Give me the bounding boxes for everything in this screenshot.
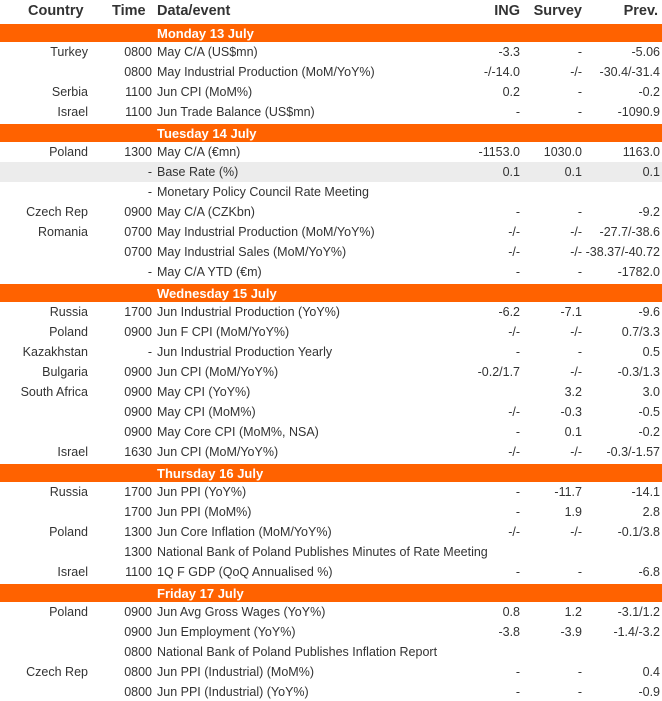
ing-cell: -/-14.0: [483, 65, 520, 79]
event-cell: May C/A (€mn): [157, 145, 241, 159]
prev-cell: -9.2: [638, 205, 660, 219]
country-cell: [0, 402, 88, 422]
ing-cell: -: [515, 265, 520, 279]
day-header: [0, 22, 662, 42]
prev-cell: -38.37/-40.72: [585, 245, 660, 259]
country-cell: Czech Rep: [26, 205, 88, 219]
ing-cell: -: [515, 345, 520, 359]
table-row: [0, 622, 662, 642]
time-cell: 1700: [124, 485, 152, 499]
country-cell: Bulgaria: [42, 365, 88, 379]
day-header: [0, 582, 662, 602]
event-cell: National Bank of Poland Publishes Inflation Report: [157, 645, 438, 659]
event-cell: May C/A (CZKbn): [157, 205, 255, 219]
header-country: Country: [28, 3, 84, 19]
table-row: [0, 662, 662, 682]
table-row: [0, 42, 662, 62]
country-cell: Poland: [49, 145, 88, 159]
country-cell: [0, 422, 88, 442]
prev-cell: -0.9: [638, 685, 660, 699]
event-cell: Jun Avg Gross Wages (YoY%): [157, 605, 326, 619]
country-cell: [0, 162, 88, 182]
time-cell: 1700: [124, 505, 152, 519]
event-cell: May C/A YTD (€m): [157, 265, 262, 279]
time-cell: -: [147, 185, 152, 199]
header-survey: Survey: [533, 3, 582, 19]
survey-cell: -/-: [570, 525, 582, 539]
table-row: [0, 422, 662, 442]
survey-cell: [523, 542, 582, 562]
event-cell: Jun Trade Balance (US$mn): [157, 105, 315, 119]
table-row: [0, 502, 662, 522]
prev-cell: [585, 642, 660, 662]
ing-cell: -: [515, 425, 520, 439]
prev-cell: -0.5: [638, 405, 660, 419]
survey-cell: 1.9: [564, 505, 582, 519]
time-cell: 1100: [125, 105, 152, 119]
survey-cell: [523, 642, 582, 662]
table-row: [0, 242, 662, 262]
event-cell: Jun Industrial Production (YoY%): [157, 305, 340, 319]
prev-cell: -1782.0: [617, 265, 660, 279]
survey-cell: -11.7: [554, 485, 582, 499]
ing-cell: -/-: [508, 405, 520, 419]
ing-cell: -: [515, 565, 520, 579]
prev-cell: 0.5: [642, 345, 660, 359]
country-cell: Czech Rep: [26, 665, 88, 679]
survey-cell: 1030.0: [543, 145, 582, 159]
survey-cell: -: [577, 345, 582, 359]
prev-cell: 2.8: [642, 505, 660, 519]
country-cell: Kazakhstan: [22, 345, 88, 359]
country-cell: [0, 62, 88, 82]
day-label: Monday 13 July: [157, 25, 254, 41]
ing-cell: 0.1: [502, 165, 520, 179]
time-cell: 0900: [124, 425, 152, 439]
ing-cell: -3.3: [498, 45, 520, 59]
country-cell: [0, 642, 88, 662]
time-cell: 1630: [124, 445, 152, 459]
event-cell: 1Q F GDP (QoQ Annualised %): [157, 565, 333, 579]
table-row: [0, 382, 662, 402]
survey-cell: -/-: [570, 65, 582, 79]
time-cell: 1300: [124, 145, 152, 159]
survey-cell: 1.2: [564, 605, 582, 619]
survey-cell: -: [577, 45, 582, 59]
survey-cell: -: [577, 265, 582, 279]
table-row: [0, 302, 662, 322]
event-cell: Jun Industrial Production Yearly: [157, 345, 333, 359]
prev-cell: -3.1/1.2: [617, 605, 660, 619]
prev-cell: -1.4/-3.2: [613, 625, 660, 639]
ing-cell: 0.8: [502, 605, 520, 619]
ing-cell: -/-: [508, 245, 520, 259]
time-cell: 0700: [124, 225, 152, 239]
event-cell: Jun Employment (YoY%): [157, 625, 296, 639]
time-cell: 1300: [124, 545, 152, 559]
time-cell: 0900: [124, 365, 152, 379]
time-cell: -: [147, 165, 152, 179]
survey-cell: -/-: [570, 325, 582, 339]
time-cell: 0800: [124, 665, 152, 679]
ing-cell: -: [515, 485, 520, 499]
prev-cell: -27.7/-38.6: [599, 225, 660, 239]
prev-cell: 1163.0: [622, 145, 660, 159]
ing-cell: [430, 382, 520, 402]
ing-cell: -/-: [508, 445, 520, 459]
ing-cell: -: [515, 505, 520, 519]
day-header: [0, 282, 662, 302]
time-cell: 0900: [124, 625, 152, 639]
survey-cell: -/-: [570, 365, 582, 379]
table-row: [0, 342, 662, 362]
table-row: [0, 222, 662, 242]
ing-cell: -: [515, 665, 520, 679]
country-cell: [0, 502, 88, 522]
survey-cell: -3.9: [560, 625, 582, 639]
table-row: [0, 602, 662, 622]
country-cell: Romania: [37, 225, 88, 239]
country-cell: [0, 542, 88, 562]
country-cell: Poland: [49, 525, 88, 539]
survey-cell: -7.1: [560, 305, 582, 319]
survey-cell: -/-: [570, 225, 582, 239]
event-cell: Jun CPI (MoM/YoY%): [157, 365, 279, 379]
time-cell: 0800: [124, 45, 152, 59]
time-cell: 1700: [124, 305, 152, 319]
country-cell: Russia: [49, 485, 88, 499]
survey-cell: -: [577, 565, 582, 579]
event-cell: Jun Core Inflation (MoM/YoY%): [157, 525, 332, 539]
time-cell: 0900: [124, 325, 152, 339]
country-cell: Turkey: [50, 45, 88, 59]
time-cell: 0800: [124, 645, 152, 659]
country-cell: Israel: [57, 445, 88, 459]
time-cell: 0900: [124, 385, 152, 399]
table-row: [0, 202, 662, 222]
event-cell: May CPI (YoY%): [157, 385, 251, 399]
ing-cell: -6.2: [498, 305, 520, 319]
table-row: [0, 542, 662, 562]
survey-cell: -: [577, 665, 582, 679]
day-header: [0, 122, 662, 142]
day-label: Tuesday 14 July: [157, 125, 257, 141]
prev-cell: -1090.9: [617, 105, 660, 119]
day-label: Thursday 16 July: [157, 465, 264, 481]
event-cell: Jun F CPI (MoM/YoY%): [157, 325, 290, 339]
time-cell: 0700: [124, 245, 152, 259]
table-row: [0, 522, 662, 542]
prev-cell: 0.1: [642, 165, 660, 179]
country-cell: [0, 242, 88, 262]
prev-cell: 0.7/3.3: [621, 325, 660, 339]
ing-cell: -/-: [508, 525, 520, 539]
header-event: Data/event: [157, 3, 231, 19]
country-cell: [0, 182, 88, 202]
time-cell: 0800: [124, 685, 152, 699]
prev-cell: -9.6: [638, 305, 660, 319]
country-cell: [0, 682, 88, 701]
survey-cell: -: [577, 205, 582, 219]
event-cell: Monetary Policy Council Rate Meeting: [157, 185, 369, 199]
table-row: [0, 562, 662, 582]
day-header: [0, 462, 662, 482]
survey-cell: -: [577, 105, 582, 119]
time-cell: 1100: [125, 85, 152, 99]
day-label: Friday 17 July: [157, 585, 244, 601]
ing-cell: -0.2/1.7: [477, 365, 520, 379]
survey-cell: 3.2: [564, 385, 582, 399]
survey-cell: -: [577, 685, 582, 699]
prev-cell: -0.3/1.3: [617, 365, 660, 379]
prev-cell: -30.4/-31.4: [599, 65, 660, 79]
country-cell: [0, 622, 88, 642]
event-cell: Jun PPI (MoM%): [157, 505, 252, 519]
time-cell: -: [147, 265, 152, 279]
time-cell: 1100: [125, 565, 152, 579]
survey-cell: -/-: [570, 445, 582, 459]
country-cell: South Africa: [20, 385, 88, 399]
header-time: Time: [112, 3, 146, 19]
table-row: [0, 62, 662, 82]
event-cell: May C/A (US$mn): [157, 45, 258, 59]
event-cell: May CPI (MoM%): [157, 405, 256, 419]
survey-cell: -0.3: [560, 405, 582, 419]
country-cell: Poland: [49, 605, 88, 619]
table-row: [0, 142, 662, 162]
header-ing: ING: [494, 3, 520, 19]
survey-cell: -/-: [570, 245, 582, 259]
ing-cell: -1153.0: [478, 145, 520, 159]
prev-cell: 0.4: [642, 665, 660, 679]
prev-cell: -0.2: [638, 85, 660, 99]
header-prev: Prev.: [623, 3, 658, 19]
prev-cell: -14.1: [631, 485, 660, 499]
country-cell: Israel: [57, 105, 88, 119]
table-row: [0, 442, 662, 462]
table-row: [0, 262, 662, 282]
prev-cell: [585, 182, 660, 202]
prev-cell: -0.2: [638, 425, 660, 439]
event-cell: Jun CPI (MoM/YoY%): [157, 445, 279, 459]
ing-cell: -3.8: [498, 625, 520, 639]
country-cell: Russia: [49, 305, 88, 319]
country-cell: [0, 262, 88, 282]
ing-cell: -: [515, 685, 520, 699]
event-cell: May Industrial Sales (MoM/YoY%): [157, 245, 347, 259]
country-cell: Poland: [49, 325, 88, 339]
table-row: [0, 682, 662, 701]
table-row: [0, 402, 662, 422]
table-row: [0, 482, 662, 502]
ing-cell: [430, 182, 520, 202]
survey-cell: [523, 182, 582, 202]
ing-cell: [430, 642, 520, 662]
event-cell: Jun PPI (Industrial) (MoM%): [157, 665, 314, 679]
time-cell: 0900: [124, 405, 152, 419]
prev-cell: [585, 542, 660, 562]
event-cell: Jun PPI (YoY%): [157, 485, 247, 499]
event-cell: May Core CPI (MoM%, NSA): [157, 425, 319, 439]
survey-cell: 0.1: [564, 425, 582, 439]
prev-cell: -6.8: [638, 565, 660, 579]
table-row: [0, 82, 662, 102]
survey-cell: 0.1: [564, 165, 582, 179]
event-cell: May Industrial Production (MoM/YoY%): [157, 225, 375, 239]
table-row: [0, 162, 662, 182]
prev-cell: -5.06: [631, 45, 660, 59]
event-cell: May Industrial Production (MoM/YoY%): [157, 65, 375, 79]
ing-cell: -/-: [508, 225, 520, 239]
header-row: [0, 0, 662, 22]
ing-cell: -: [515, 105, 520, 119]
ing-cell: [430, 542, 520, 562]
event-cell: National Bank of Poland Publishes Minutes of Rate Meeting: [157, 545, 488, 559]
table-row: [0, 102, 662, 122]
time-cell: -: [147, 345, 152, 359]
time-cell: 0900: [124, 605, 152, 619]
prev-cell: -0.1/3.8: [617, 525, 660, 539]
table-row: [0, 182, 662, 202]
event-cell: Jun PPI (Industrial) (YoY%): [157, 685, 309, 699]
country-cell: Israel: [57, 565, 88, 579]
table-row: [0, 322, 662, 342]
table-row: [0, 362, 662, 382]
time-cell: 0800: [124, 65, 152, 79]
ing-cell: 0.2: [502, 85, 520, 99]
event-cell: Jun CPI (MoM%): [157, 85, 253, 99]
survey-cell: -: [577, 85, 582, 99]
table-row: [0, 642, 662, 662]
prev-cell: -0.3/-1.57: [606, 445, 660, 459]
country-cell: Serbia: [51, 85, 88, 99]
prev-cell: 3.0: [642, 385, 660, 399]
time-cell: 1300: [124, 525, 152, 539]
ing-cell: -: [515, 205, 520, 219]
ing-cell: -/-: [508, 325, 520, 339]
event-cell: Base Rate (%): [157, 165, 239, 179]
day-label: Wednesday 15 July: [157, 285, 277, 301]
time-cell: 0900: [124, 205, 152, 219]
